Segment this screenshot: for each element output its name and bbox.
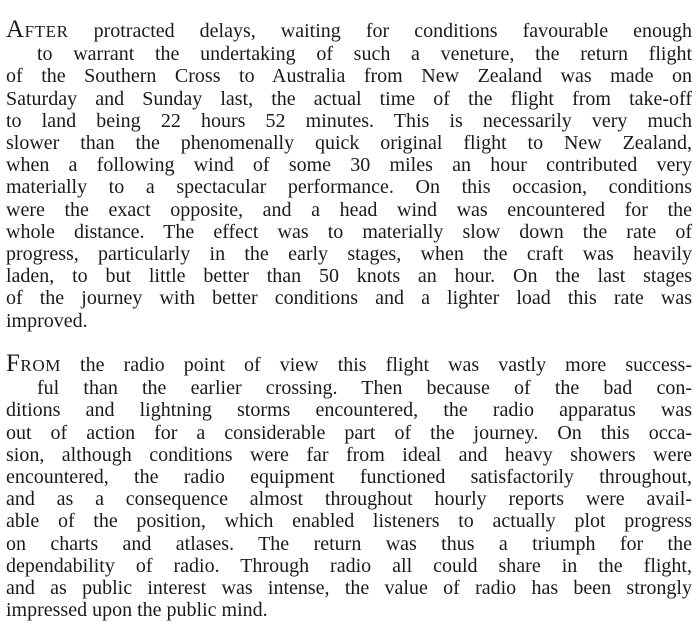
- paragraph-line: slower than the phenomenally quick original flight to New Zealand,: [6, 132, 692, 155]
- small-caps-lead: FTER: [24, 22, 69, 41]
- paragraph-line: were the exact opposite, and a head wind was encountered for the: [6, 198, 692, 221]
- paragraph-line: [6, 16, 692, 43]
- paragraph-line: to land being 22 hours 52 minutes. This is necessarily very much: [6, 109, 692, 132]
- paragraph-radio-report: [6, 350, 692, 622]
- paragraph-line: and as public interest was intense, the value of radio has been strongly: [6, 577, 692, 600]
- paragraph-line: sion, although conditions were far from ideal and heavy showers were: [6, 443, 692, 466]
- paragraph-line: to warrant the undertaking of such a veneture, the return flight: [37, 43, 692, 66]
- paragraph-line: able of the position, which enabled listeners to actually plot progress: [6, 510, 692, 533]
- paragraph-line: Saturday and Sunday last, the actual time of the flight from take-off: [6, 87, 692, 110]
- paragraph-line: ditions and lightning storms encountered, the radio apparatus was: [6, 399, 692, 422]
- paragraph-line: when a following wind of some 30 miles an hour contributed very: [6, 154, 692, 177]
- paragraph-line: laden, to but little better than 50 knots an hour. On the last stages: [6, 265, 692, 288]
- drop-cap: F: [6, 350, 21, 377]
- paragraph-line: whole distance. The effect was to materially slow down the rate of: [6, 220, 692, 243]
- line-text: protracted delays, waiting for conditions favourable enough: [68, 20, 692, 42]
- paragraph-line: encountered, the radio equipment functioned satisfactorily throughout,: [6, 466, 692, 489]
- paragraph-line: dependability of radio. Through radio all could share in the flight,: [6, 554, 692, 577]
- paragraph-line: on charts and atlases. The return was thus a triumph for the: [6, 532, 692, 555]
- paragraph-line: of the journey with better conditions and a lighter load this rate was: [6, 287, 692, 310]
- paragraph-flight-report: [6, 16, 692, 332]
- paragraph-line: materially to a spectacular performance. On this occasion, conditions: [6, 176, 692, 199]
- small-caps-lead: ROM: [20, 356, 61, 375]
- paragraph-line: [6, 350, 692, 377]
- drop-cap: A: [6, 16, 25, 43]
- paragraph-line: out of action for a considerable part of the journey. On this occa-: [6, 421, 692, 444]
- paragraph-line: impressed upon the public mind.: [6, 599, 268, 622]
- paragraph-line: and as a consequence almost throughout hourly reports were avail-: [6, 488, 692, 511]
- paragraph-line: ful than the earlier crossing. Then because of the bad con-: [37, 377, 692, 400]
- line-text: the radio point of view this flight was vastly more success-: [60, 354, 692, 376]
- paragraph-line: improved.: [6, 309, 88, 332]
- paragraph-line: of the Southern Cross to Australia from New Zealand was made on: [6, 65, 692, 88]
- paragraph-line: progress, particularly in the early stages, when the craft was heavily: [6, 243, 692, 266]
